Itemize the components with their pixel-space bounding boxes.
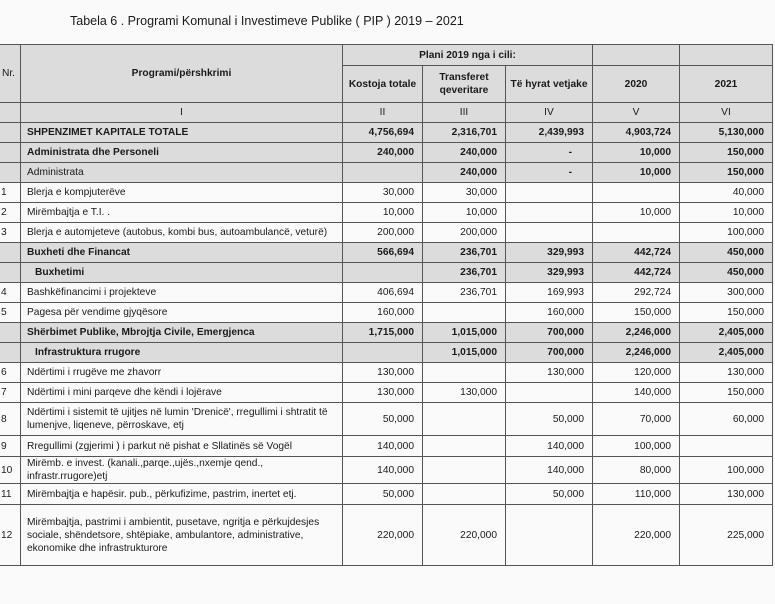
value-cell-2021: 40,000 [680,183,773,203]
value-cell-kostoja: 10,000 [343,203,423,223]
value-cell-2021: 150,000 [680,303,773,323]
value-cell-te-hyrat: - [506,143,593,163]
value-cell-transferet [423,363,506,383]
row-label: Buxhetimi [21,263,343,283]
value-cell-kostoja: 140,000 [343,457,423,484]
value-cell-kostoja: 220,000 [343,505,423,566]
value-cell-te-hyrat: 130,000 [506,363,593,383]
row-label: Administrata dhe Personeli [21,143,343,163]
value-cell-2020: 2,246,000 [593,343,680,363]
row-label: Pagesa për vendime gjyqësore [21,303,343,323]
row-label: Shërbimet Publike, Mbrojtja Civile, Emergjenca [21,323,343,343]
row-number: 3 [0,223,21,243]
header-program: Programi/përshkrimi [21,45,343,103]
table-title: Tabela 6 . Programi Komunal i Investimeve Publike ( PIP ) 2019 – 2021 [70,14,464,28]
value-cell-transferet: 2,316,701 [423,123,506,143]
value-cell-2020: 150,000 [593,303,680,323]
value-cell-transferet: 1,015,000 [423,323,506,343]
value-cell-transferet [423,303,506,323]
row-label: Rregullimi (zgjerimi ) i parkut në pishat e Sllatinës së Vogël [21,436,343,457]
value-cell-te-hyrat [506,505,593,566]
value-cell-kostoja: 30,000 [343,183,423,203]
value-cell-transferet [423,403,506,436]
table-row [0,263,773,283]
value-cell-2020: 10,000 [593,163,680,183]
table-row [0,457,773,484]
value-cell-2021: 2,405,000 [680,323,773,343]
roman-i: I [21,103,343,123]
header-2021: 2021 [680,66,773,103]
value-cell-2020: 10,000 [593,143,680,163]
value-cell-2020: 220,000 [593,505,680,566]
table-row [0,203,773,223]
value-cell-transferet: 30,000 [423,183,506,203]
value-cell-2020: 2,246,000 [593,323,680,343]
table-row [0,323,773,343]
value-cell-te-hyrat: 160,000 [506,303,593,323]
table-row [0,505,773,566]
table-row [0,223,773,243]
value-cell-te-hyrat [506,183,593,203]
value-cell-te-hyrat: 329,993 [506,243,593,263]
row-label: Mirëmb. e invest. (kanali.,parqe.,ujës.,nxemje qend., infrastr.rrugore)etj [21,457,343,484]
value-cell-te-hyrat: 169,993 [506,283,593,303]
table-row [0,243,773,263]
row-number [0,343,21,363]
roman-empty [0,103,21,123]
value-cell-transferet [423,436,506,457]
value-cell-transferet: 236,701 [423,263,506,283]
value-cell-kostoja: 50,000 [343,484,423,505]
row-label: SHPENZIMET KAPITALE TOTALE [21,123,343,143]
value-cell-2020: 140,000 [593,383,680,403]
value-cell-kostoja: 50,000 [343,403,423,436]
value-cell-2021: 150,000 [680,383,773,403]
value-cell-te-hyrat: - [506,163,593,183]
value-cell-te-hyrat: 140,000 [506,436,593,457]
table-row [0,283,773,303]
header-kostoja: Kostoja totale [343,66,423,103]
value-cell-kostoja: 130,000 [343,383,423,403]
value-cell-te-hyrat: 140,000 [506,457,593,484]
value-cell-kostoja: 406,694 [343,283,423,303]
row-number [0,163,21,183]
value-cell-2020: 10,000 [593,203,680,223]
value-cell-transferet: 130,000 [423,383,506,403]
table-row [0,123,773,143]
header-empty-2020 [593,45,680,66]
value-cell-transferet: 236,701 [423,243,506,263]
row-label: Ndërtimi i rrugëve me zhavorr [21,363,343,383]
table-row [0,343,773,363]
value-cell-2020 [593,183,680,203]
row-label: Blerja e automjeteve (autobus, kombi bus, autoambulancë, veturë) [21,223,343,243]
table-row [0,383,773,403]
row-number [0,143,21,163]
table-row [0,484,773,505]
value-cell-2020: 80,000 [593,457,680,484]
row-label: Mirëmbajtja e T.I. . [21,203,343,223]
value-cell-te-hyrat: 50,000 [506,403,593,436]
row-number: 9 [0,436,21,457]
value-cell-te-hyrat [506,383,593,403]
table-row [0,403,773,436]
header-te-hyrat: Të hyrat vetjake [506,66,593,103]
value-cell-2021: 130,000 [680,484,773,505]
roman-ii: II [343,103,423,123]
value-cell-kostoja: 140,000 [343,436,423,457]
value-cell-2020: 110,000 [593,484,680,505]
row-label: Administrata [21,163,343,183]
header-2020: 2020 [593,66,680,103]
roman-vi: VI [680,103,773,123]
value-cell-2021: 150,000 [680,143,773,163]
value-cell-te-hyrat [506,203,593,223]
row-label: Infrastruktura rrugore [21,343,343,363]
value-cell-te-hyrat: 700,000 [506,323,593,343]
row-number: 2 [0,203,21,223]
value-cell-2020 [593,223,680,243]
table-row [0,163,773,183]
value-cell-kostoja: 566,694 [343,243,423,263]
value-cell-transferet: 240,000 [423,163,506,183]
table-row [0,183,773,203]
value-cell-kostoja: 240,000 [343,143,423,163]
value-cell-transferet: 220,000 [423,505,506,566]
value-cell-kostoja: 130,000 [343,363,423,383]
header-plan-group: Plani 2019 nga i cili: [343,45,593,66]
header-empty-2021 [680,45,773,66]
value-cell-te-hyrat: 2,439,993 [506,123,593,143]
row-number: 7 [0,383,21,403]
table-row [0,143,773,163]
value-cell-kostoja: 1,715,000 [343,323,423,343]
value-cell-2021: 10,000 [680,203,773,223]
value-cell-transferet: 236,701 [423,283,506,303]
value-cell-transferet: 240,000 [423,143,506,163]
row-number [0,123,21,143]
value-cell-kostoja [343,163,423,183]
value-cell-2020: 4,903,724 [593,123,680,143]
row-label: Buxheti dhe Financat [21,243,343,263]
value-cell-2020: 442,724 [593,263,680,283]
pip-table [0,44,773,566]
row-number [0,323,21,343]
value-cell-te-hyrat: 50,000 [506,484,593,505]
value-cell-kostoja [343,343,423,363]
roman-iii: III [423,103,506,123]
row-number: 8 [0,403,21,436]
value-cell-2020: 292,724 [593,283,680,303]
value-cell-2021: 130,000 [680,363,773,383]
row-label: Bashkëfinancimi i projekteve [21,283,343,303]
value-cell-2020: 120,000 [593,363,680,383]
value-cell-transferet: 1,015,000 [423,343,506,363]
value-cell-kostoja: 200,000 [343,223,423,243]
value-cell-te-hyrat: 700,000 [506,343,593,363]
value-cell-2021: 100,000 [680,457,773,484]
header-transferet: Transferet qeveritare [423,66,506,103]
value-cell-2021: 450,000 [680,243,773,263]
row-number: 12 [0,505,21,566]
row-number: 5 [0,303,21,323]
row-label: Blerja e kompjuterëve [21,183,343,203]
roman-v: V [593,103,680,123]
value-cell-2021: 100,000 [680,223,773,243]
value-cell-2021: 60,000 [680,403,773,436]
value-cell-transferet: 200,000 [423,223,506,243]
value-cell-2020: 100,000 [593,436,680,457]
value-cell-te-hyrat [506,223,593,243]
table-row [0,303,773,323]
row-label: Mirëmbajtja e hapësir. pub., përkufizime, pastrim, inertet etj. [21,484,343,505]
roman-iv: IV [506,103,593,123]
value-cell-2020: 442,724 [593,243,680,263]
row-number: 10 [0,457,21,484]
header-nr: Nr. [0,45,21,103]
value-cell-2021: 225,000 [680,505,773,566]
row-number [0,263,21,283]
row-number: 6 [0,363,21,383]
row-number: 1 [0,183,21,203]
value-cell-transferet [423,457,506,484]
table-row [0,363,773,383]
value-cell-2021: 2,405,000 [680,343,773,363]
table-row [0,436,773,457]
value-cell-2020: 70,000 [593,403,680,436]
value-cell-kostoja: 160,000 [343,303,423,323]
row-number: 4 [0,283,21,303]
value-cell-2021: 450,000 [680,263,773,283]
value-cell-kostoja [343,263,423,283]
value-cell-transferet [423,484,506,505]
value-cell-transferet: 10,000 [423,203,506,223]
header-row-top [0,45,773,66]
value-cell-2021 [680,436,773,457]
row-label: Ndërtimi i sistemit të ujitjes në lumin 'Drenicë', rregullimi i shtratit të lumenjve, liqeneve, përroskave, etj [21,403,343,436]
row-number [0,243,21,263]
row-number: 11 [0,484,21,505]
header-roman-row [0,103,773,123]
value-cell-kostoja: 4,756,694 [343,123,423,143]
value-cell-2021: 150,000 [680,163,773,183]
value-cell-te-hyrat: 329,993 [506,263,593,283]
row-label: Ndërtimi i mini parqeve dhe këndi i lojërave [21,383,343,403]
row-label: Mirëmbajtja, pastrimi i ambientit, pusetave, ngritja e përkujdesjes sociale, shëndetsore, shtëpiake, ambulantore, administrative, ekonomike dhe infrastrukturore [21,505,343,566]
value-cell-2021: 300,000 [680,283,773,303]
value-cell-2021: 5,130,000 [680,123,773,143]
